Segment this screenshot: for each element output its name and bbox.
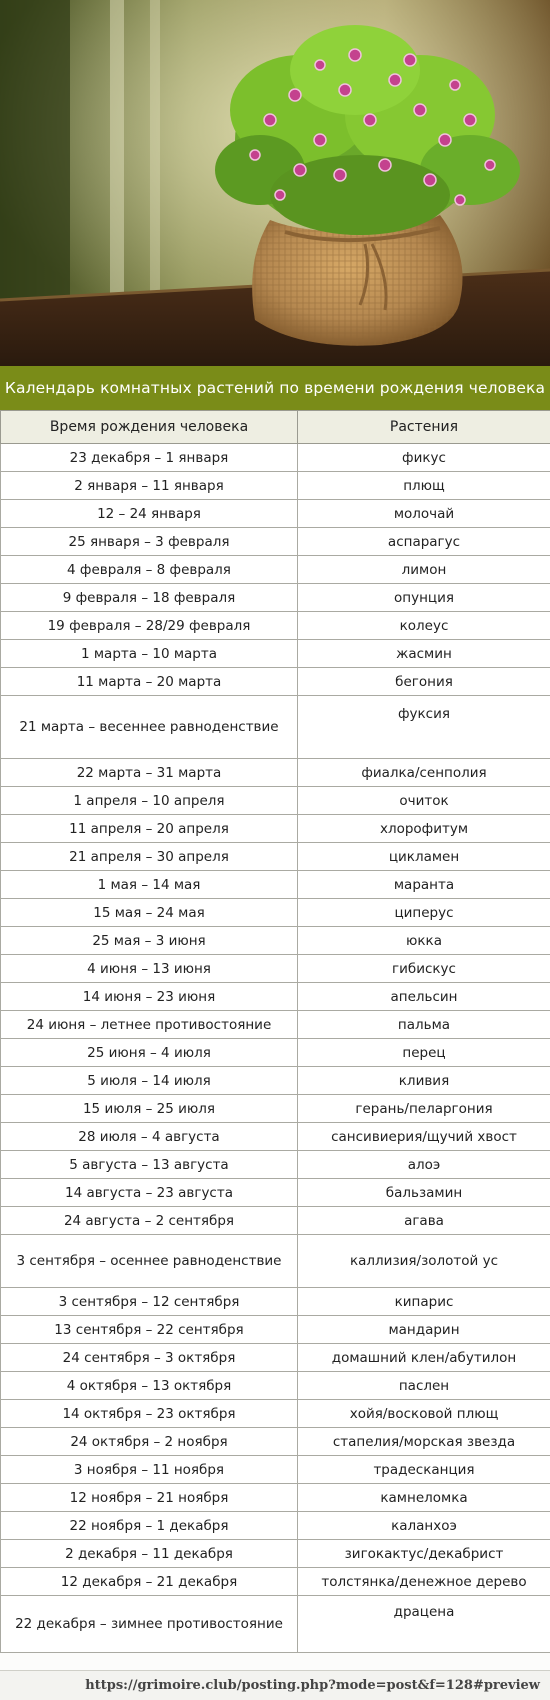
table-row (1, 1568, 550, 1596)
plant-cell: пальма (298, 1011, 550, 1039)
birth-period-cell: 22 марта – 31 марта (1, 759, 298, 787)
table-row (1, 1484, 550, 1512)
table-row (1, 584, 550, 612)
plant-cell: юкка (298, 927, 550, 955)
plant-cell: мандарин (298, 1316, 550, 1344)
birth-period-cell: 4 октября – 13 октября (1, 1372, 298, 1400)
plant-cell: очиток (298, 787, 550, 815)
birth-period-cell: 25 января – 3 февраля (1, 528, 298, 556)
table-row (1, 668, 550, 696)
birth-period-cell: 3 ноября – 11 ноября (1, 1456, 298, 1484)
birth-period-cell: 25 мая – 3 июня (1, 927, 298, 955)
birth-period-cell: 23 декабря – 1 января (1, 444, 298, 472)
birth-period-cell: 9 февраля – 18 февраля (1, 584, 298, 612)
title-banner (0, 366, 550, 411)
plant-cell: колеус (298, 612, 550, 640)
table-row (1, 556, 550, 584)
column-header-birth-time: Время рождения человека (1, 411, 298, 444)
plant-cell: агава (298, 1207, 550, 1235)
plant-cell: апельсин (298, 983, 550, 1011)
plant-cell: алоэ (298, 1151, 550, 1179)
birth-period-cell: 22 декабря – зимнее противостояние (1, 1596, 298, 1653)
plant-cell: паслен (298, 1372, 550, 1400)
birth-period-cell: 2 декабря – 11 декабря (1, 1540, 298, 1568)
birth-period-cell: 15 мая – 24 мая (1, 899, 298, 927)
table-row (1, 1456, 550, 1484)
plant-cell: бальзамин (298, 1179, 550, 1207)
plant-cell: кипарис (298, 1288, 550, 1316)
birth-period-cell: 24 августа – 2 сентября (1, 1207, 298, 1235)
plant-cell: циперус (298, 899, 550, 927)
table-row (1, 1316, 550, 1344)
table-row (1, 1400, 550, 1428)
table-row (1, 472, 550, 500)
table-row (1, 983, 550, 1011)
plant-cell: хойя/восковой плющ (298, 1400, 550, 1428)
table-row (1, 1344, 550, 1372)
plant-cell: маранта (298, 871, 550, 899)
plant-cell: драцена (298, 1596, 550, 1653)
table-row (1, 1039, 550, 1067)
birth-period-cell: 1 апреля – 10 апреля (1, 787, 298, 815)
plant-cell: камнеломка (298, 1484, 550, 1512)
table-row (1, 899, 550, 927)
table-row (1, 1428, 550, 1456)
birth-period-cell: 24 октября – 2 ноября (1, 1428, 298, 1456)
table-row (1, 1123, 550, 1151)
table-row (1, 528, 550, 556)
birth-period-cell: 14 июня – 23 июня (1, 983, 298, 1011)
plant-cell: сансивиерия/щучий хвост (298, 1123, 550, 1151)
birth-period-cell: 12 – 24 января (1, 500, 298, 528)
table-row (1, 759, 550, 787)
table-header-row (1, 411, 550, 444)
table-row (1, 640, 550, 668)
birth-period-cell: 22 ноября – 1 декабря (1, 1512, 298, 1540)
table-row (1, 1011, 550, 1039)
plant-calendar-table (0, 410, 550, 1653)
birth-period-cell: 5 августа – 13 августа (1, 1151, 298, 1179)
plant-cell: бегония (298, 668, 550, 696)
plant-cell: фикус (298, 444, 550, 472)
banner-title: Календарь комнатных растений по времени рождения человека (4, 379, 546, 397)
birth-period-cell: 15 июля – 25 июля (1, 1095, 298, 1123)
plant-cell: толстянка/денежное дерево (298, 1568, 550, 1596)
table-row (1, 1151, 550, 1179)
birth-period-cell: 11 марта – 20 марта (1, 668, 298, 696)
birth-period-cell: 13 сентября – 22 сентября (1, 1316, 298, 1344)
plant-cell: каланхоэ (298, 1512, 550, 1540)
table-row (1, 1067, 550, 1095)
birth-period-cell: 19 февраля – 28/29 февраля (1, 612, 298, 640)
plant-cell: лимон (298, 556, 550, 584)
plant-cell: опунция (298, 584, 550, 612)
birth-period-cell: 3 сентября – 12 сентября (1, 1288, 298, 1316)
birth-period-cell: 12 декабря – 21 декабря (1, 1568, 298, 1596)
table-row (1, 444, 550, 472)
birth-period-cell: 21 марта – весеннее равноденствие (1, 696, 298, 759)
birth-period-cell: 28 июля – 4 августа (1, 1123, 298, 1151)
table-row (1, 1095, 550, 1123)
table-row (1, 787, 550, 815)
table-row (1, 1540, 550, 1568)
birth-period-cell: 4 февраля – 8 февраля (1, 556, 298, 584)
plant-cell: цикламен (298, 843, 550, 871)
plant-cell: традесканция (298, 1456, 550, 1484)
birth-period-cell: 24 июня – летнее противостояние (1, 1011, 298, 1039)
plant-photo (0, 0, 550, 366)
table-row (1, 1372, 550, 1400)
plant-cell: кливия (298, 1067, 550, 1095)
birth-period-cell: 24 сентября – 3 октября (1, 1344, 298, 1372)
birth-period-cell: 25 июня – 4 июля (1, 1039, 298, 1067)
birth-period-cell: 12 ноября – 21 ноября (1, 1484, 298, 1512)
plant-cell: плющ (298, 472, 550, 500)
table-row (1, 696, 550, 759)
table-row (1, 1288, 550, 1316)
plant-cell: зигокактус/декабрист (298, 1540, 550, 1568)
birth-period-cell: 4 июня – 13 июня (1, 955, 298, 983)
plant-cell: хлорофитум (298, 815, 550, 843)
table-row (1, 1235, 550, 1288)
table-row (1, 815, 550, 843)
table-row (1, 871, 550, 899)
table-row (1, 1512, 550, 1540)
table-row (1, 500, 550, 528)
plant-cell: домашний клен/абутилон (298, 1344, 550, 1372)
plant-cell: герань/пеларгония (298, 1095, 550, 1123)
source-url-footer (0, 1670, 550, 1700)
potted-plant-image (0, 0, 550, 366)
plant-cell: каллизия/золотой ус (298, 1235, 550, 1288)
table-row (1, 927, 550, 955)
plant-cell: стапелия/морская звезда (298, 1428, 550, 1456)
birth-period-cell: 14 октября – 23 октября (1, 1400, 298, 1428)
birth-period-cell: 11 апреля – 20 апреля (1, 815, 298, 843)
plant-cell: молочай (298, 500, 550, 528)
table-row (1, 612, 550, 640)
column-header-plants: Растения (298, 411, 550, 444)
plant-cell: аспарагус (298, 528, 550, 556)
table-row (1, 1596, 550, 1653)
source-url: https://grimoire.club/posting.php?mode=post&f=128#preview (85, 1678, 540, 1693)
plant-cell: жасмин (298, 640, 550, 668)
birth-period-cell: 21 апреля – 30 апреля (1, 843, 298, 871)
table-row (1, 1179, 550, 1207)
plant-cell: перец (298, 1039, 550, 1067)
birth-period-cell: 1 мая – 14 мая (1, 871, 298, 899)
birth-period-cell: 3 сентября – осеннее равноденствие (1, 1235, 298, 1288)
table-row (1, 955, 550, 983)
birth-period-cell: 2 января – 11 января (1, 472, 298, 500)
table-row (1, 843, 550, 871)
table-row (1, 1207, 550, 1235)
plant-cell: фуксия (298, 696, 550, 759)
birth-period-cell: 1 марта – 10 марта (1, 640, 298, 668)
plant-cell: гибискус (298, 955, 550, 983)
birth-period-cell: 5 июля – 14 июля (1, 1067, 298, 1095)
birth-period-cell: 14 августа – 23 августа (1, 1179, 298, 1207)
plant-cell: фиалка/сенполия (298, 759, 550, 787)
